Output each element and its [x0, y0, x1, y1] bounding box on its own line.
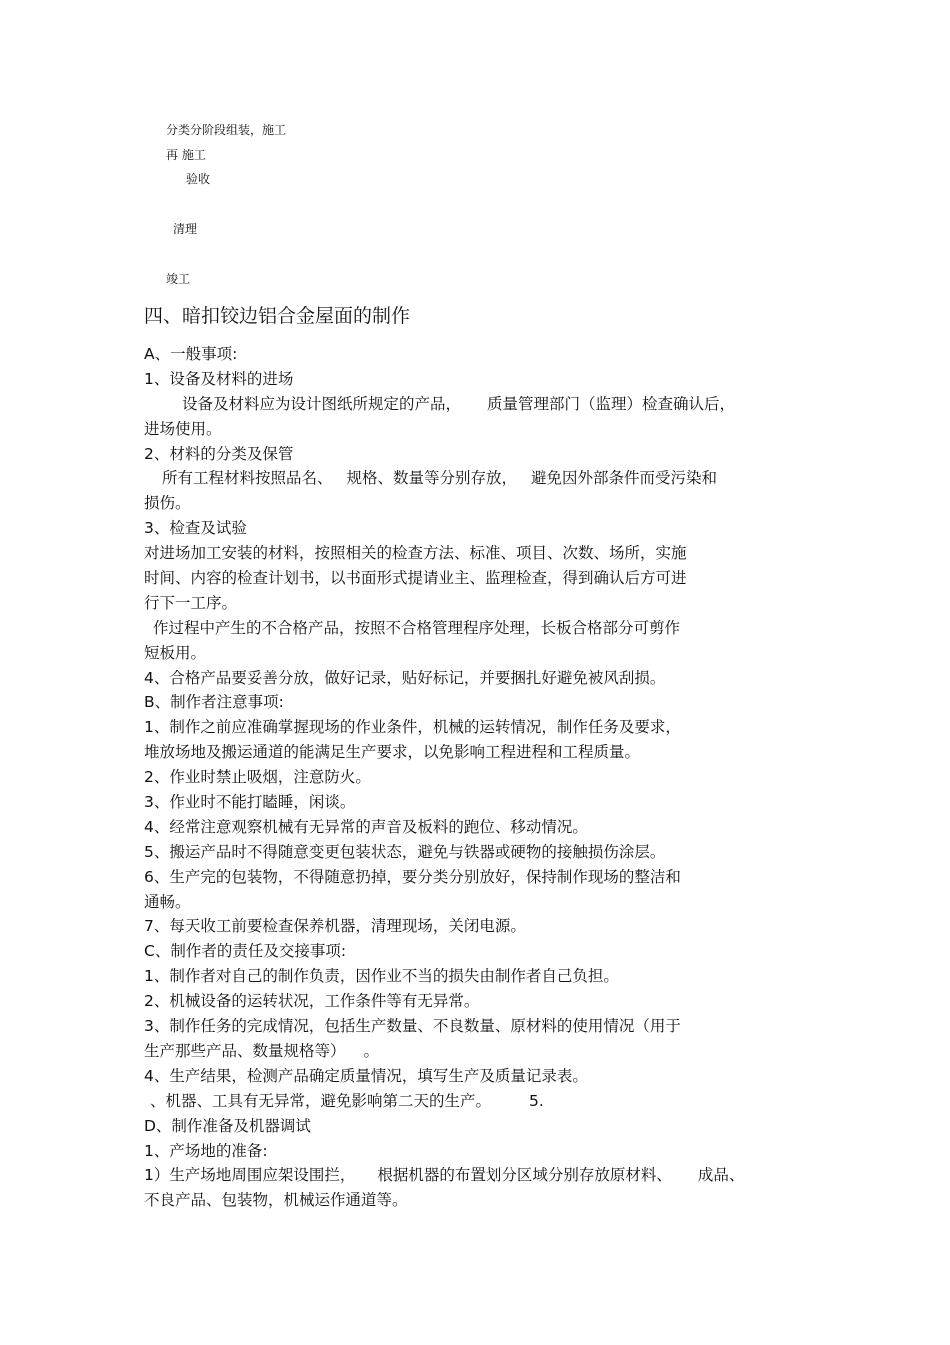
flow-step-cleanup: 清理 [173, 222, 198, 236]
text-segment: 所有工程材料按照品名、 [162, 469, 333, 488]
text-line: C、制作者的责任及交接事项: [144, 942, 347, 961]
text-line: 2、材料的分类及保管 [144, 444, 294, 463]
text-line: D、制作准备及机器调试 [144, 1116, 311, 1135]
text-line: 1、制作者对自己的制作负责，因作业不当的损失由制作者自己负担。 [144, 967, 619, 986]
text-line [144, 392, 824, 417]
text-segment: 成品、 [697, 1166, 745, 1185]
flow-step-completion: 竣工 [166, 272, 191, 286]
text-line: 时间、内容的检查计划书，以书面形式提请业主、监理检查，得到确认后方可进 [144, 569, 687, 588]
text-line: 堆放场地及搬运通道的能满足生产要求，以免影响工程进程和工程质量。 [144, 743, 641, 762]
text-line: 3、检查及试验 [144, 519, 247, 538]
flow-step-construction: 再 施工 [166, 148, 206, 162]
text-line: B、制作者注意事项: [144, 693, 284, 712]
text-line: 进场使用。 [144, 419, 222, 438]
text-segment: 。 [363, 1041, 380, 1060]
text-line: 损伤。 [144, 494, 191, 513]
text-segment: 5. [529, 1091, 544, 1110]
text-segment: 设备及材料应为设计图纸所规定的产品， [182, 394, 462, 413]
text-line: 6、生产完的包装物，不得随意扔掉，要分类分别放好，保持制作现场的整洁和 [144, 867, 681, 886]
text-line: 1、设备及材料的进场 [144, 369, 294, 388]
text-line [144, 616, 824, 641]
text-line: 行下一工序。 [144, 593, 238, 612]
text-line: 4、经常注意观察机械有无异常的声音及板料的跑位、移动情况。 [144, 817, 588, 836]
text-line: 1、制作之前应准确掌握现场的作业条件，机械的运转情况，制作任务及要求， [144, 718, 681, 737]
flow-step-assembly: 分类分阶段组装，施工 [166, 123, 287, 137]
text-line: 4、生产结果，检测产品确定质量情况，填写生产及质量记录表。 [144, 1066, 588, 1085]
flow-step-acceptance: 验收 [186, 172, 211, 186]
text-line: 7、每天收工前要检查保养机器，清理现场，关闭电源。 [144, 917, 526, 936]
text-line [144, 1089, 824, 1114]
text-segment: 根据机器的布置划分区域分别存放原材料、 [377, 1166, 672, 1185]
text-segment: 作过程中产生的不合格产品，按照不合格管理程序处理，长板合格部分可剪作 [153, 618, 681, 637]
text-segment: 、机器、工具有无异常，避免影响第二天的生产。 [150, 1091, 492, 1110]
text-line: 5、搬运产品时不得随意变更包装状态，避免与铁器或硬物的接触损伤涂层。 [144, 842, 666, 861]
text-line: 3、制作任务的完成情况，包括生产数量、不良数量、原材料的使用情况（用于 [144, 1017, 681, 1036]
text-segment: 1）生产场地周围应架设围拦， [144, 1166, 356, 1185]
text-segment: 质量管理部门（监理）检查确认后， [487, 394, 736, 413]
document-body [144, 342, 824, 1213]
text-line: 3、作业时不能打瞌睡，闲谈。 [144, 793, 356, 812]
text-line: 对进场加工安装的材料，按照相关的检查方法、标准、项目、次数、场所，实施 [144, 544, 687, 563]
text-line: 2、作业时禁止吸烟，注意防火。 [144, 768, 371, 787]
text-line: 短板用。 [144, 643, 207, 662]
text-line: A、一般事项: [144, 345, 238, 363]
text-line [144, 1163, 824, 1188]
text-line [144, 1039, 824, 1064]
text-line: 1、产场地的准备: [144, 1141, 268, 1160]
text-line: 4、合格产品要妥善分放，做好记录，贴好标记，并要捆扎好避免被风刮损。 [144, 668, 666, 687]
text-segment: 规格、数量等分别存放， [346, 469, 518, 488]
text-segment: 生产那些产品、数量规格等） [144, 1041, 346, 1060]
text-line: 2、机械设备的运转状况，工作条件等有无异常。 [144, 992, 480, 1011]
text-segment: 避免因外部条件而受污染和 [531, 469, 718, 488]
text-line: 不良产品、包装物，机械运作通道等。 [144, 1191, 408, 1210]
section-title: 四、暗扣铰边铝合金屋面的制作 [144, 305, 411, 327]
text-line: 通畅。 [144, 892, 191, 911]
text-line [144, 466, 824, 491]
